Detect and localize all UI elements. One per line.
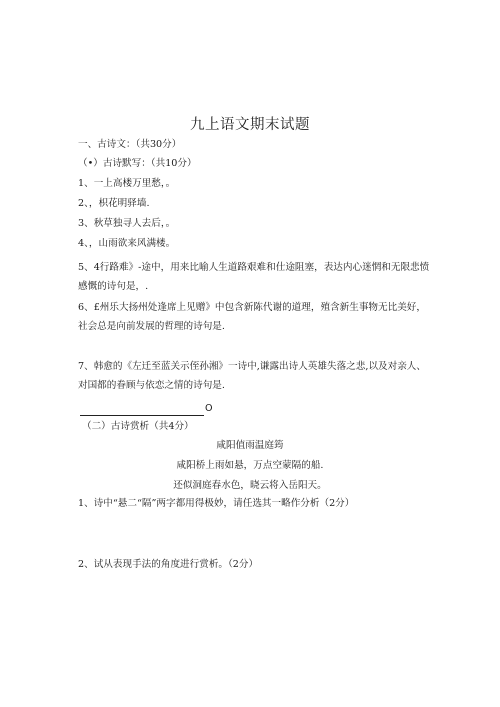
question-appreciation-1: 1、诗中“悬二“隔”两字都用得极妙，请任选其一略作分析（2分）	[78, 498, 355, 509]
section-heading-poetry: 一、古诗文：（共30分）	[78, 139, 182, 150]
question-3: 3、秋草独寻人去后，。	[78, 218, 176, 229]
poem-line-2: 还似洞庭春水色，晓云将入岳阳天。	[173, 480, 327, 491]
question-2: 2、，枳花明驿墙.	[78, 198, 150, 209]
question-5: 5、4行路难》-途中，用来比喻人生道路艰难和仕途阻塞，表达内心迷惘和无限悲愤感慨的诗句是，.	[78, 262, 430, 292]
question-4: 4、，山雨欲来风满楼。	[78, 238, 176, 249]
question-6: 6、£州乐大扬州处逢席上见赠》中包含新陈代谢的道理，殖含新生事物无比美好，社会总是向前发展的哲理的诗句是.	[78, 302, 426, 332]
blank-end-mark: O	[205, 403, 213, 414]
poem-title: 咸阳值雨温庭筠	[216, 440, 284, 451]
page-title: 九上语文期末试题	[190, 117, 310, 133]
question-appreciation-2: 2、试从表现手法的角度进行赏析。（2分）	[78, 559, 259, 570]
subsection-heading-appreciation: （二）古诗赏析（共4分）	[82, 421, 194, 432]
answer-blank-line	[80, 407, 204, 416]
question-1: 1、一上高楼万里愁，。	[78, 178, 176, 189]
question-7: 7、韩愈的《左迁至蓝关示侄孙湘》一诗中,谦露出诗人英雄失落之悲,以及对亲人、对国都的眷顾与依恋之情的诗句是.	[78, 361, 426, 391]
subsection-heading-recitation: （•）古诗默写：（共10分）	[78, 158, 197, 169]
poem-line-1: 咸阳桥上雨如悬，万点空蒙隔的船.	[176, 460, 324, 471]
